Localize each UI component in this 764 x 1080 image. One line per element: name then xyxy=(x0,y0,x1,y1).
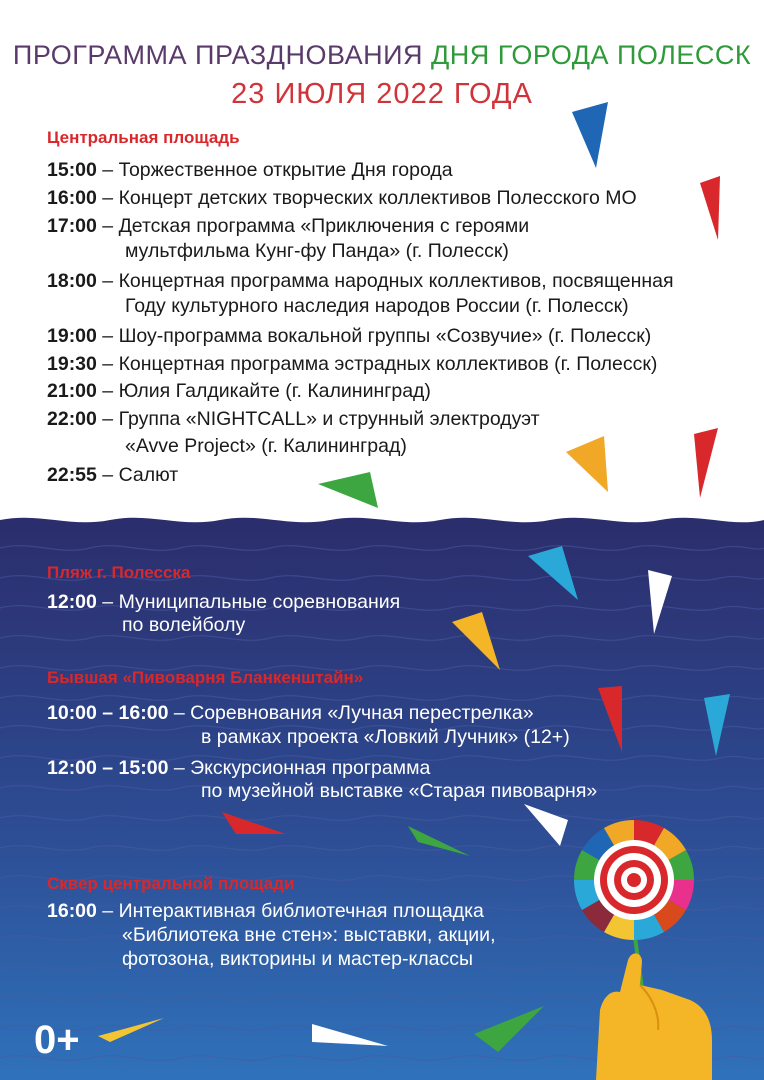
schedule-row-continuation: по музейной выставке «Старая пивоварня» xyxy=(201,780,598,802)
schedule-row: 12:00 – 15:00 – Экскурсионная программа xyxy=(47,757,431,779)
schedule-row: 10:00 – 16:00 – Соревнования «Лучная перестрелка» xyxy=(47,702,534,724)
section-title-beach: Пляж г. Полесска xyxy=(47,563,191,582)
section-title-central-square: Центральная площадь xyxy=(47,128,240,147)
flag-green-left xyxy=(318,472,378,508)
section-title-brewery: Бывшая «Пивоварня Бланкенштайн» xyxy=(47,668,364,687)
schedule-row: 22:00 – Группа «NIGHTCALL» и струнный электродуэт xyxy=(47,408,540,430)
flag-orange xyxy=(566,436,608,492)
schedule-row: 15:00 – Торжественное открытие Дня города xyxy=(47,159,453,181)
page-title xyxy=(0,40,764,71)
schedule-row: 16:00 – Концерт детских творческих коллективов Полесского МО xyxy=(47,187,637,209)
flag-red-mid xyxy=(694,428,718,498)
schedule-row: 19:00 – Шоу-программа вокальной группы «Созвучие» (г. Полесск) xyxy=(47,325,652,347)
flag-blue-top xyxy=(572,102,608,168)
section-title-square: Сквер центральной площади xyxy=(47,874,295,893)
schedule-row-continuation: фотозона, викторины и мастер-классы xyxy=(122,948,474,970)
schedule-row: 19:30 – Концертная программа эстрадных коллективов (г. Полесск) xyxy=(47,353,658,375)
event-date: 23 ИЮЛЯ 2022 ГОДА xyxy=(231,78,533,110)
schedule-row: 21:00 – Юлия Галдикайте (г. Калининград) xyxy=(47,380,431,402)
title-part2: ДНЯ ГОРОДА ПОЛЕССК xyxy=(431,40,752,70)
schedule-row-continuation: «Библиотека вне стен»: выставки, акции, xyxy=(122,924,496,946)
schedule-row: 22:55 – Салют xyxy=(47,464,179,486)
title-part1: ПРОГРАММА ПРАЗДНОВАНИЯ xyxy=(12,40,423,70)
schedule-row-continuation: мультфильма Кунг-фу Панда» (г. Полесск) xyxy=(125,240,509,262)
schedule-row-continuation: по волейболу xyxy=(122,614,246,636)
schedule-row-continuation: «Avve Project» (г. Калининград) xyxy=(125,435,407,457)
flag-red-right xyxy=(700,176,720,240)
schedule-row-continuation: Году культурного наследия народов России (г. Полесск) xyxy=(125,295,629,317)
schedule-row-continuation: в рамках проекта «Ловкий Лучник» (12+) xyxy=(201,726,570,748)
age-rating-badge: 0+ xyxy=(34,1018,80,1062)
schedule-row: 12:00 – Муниципальные соревнования xyxy=(47,591,401,613)
schedule-row: 17:00 – Детская программа «Приключения с героями xyxy=(47,215,530,237)
schedule-row: 16:00 – Интерактивная библиотечная площадка xyxy=(47,900,484,922)
schedule-row: 18:00 – Концертная программа народных коллективов, посвященная xyxy=(47,270,674,292)
